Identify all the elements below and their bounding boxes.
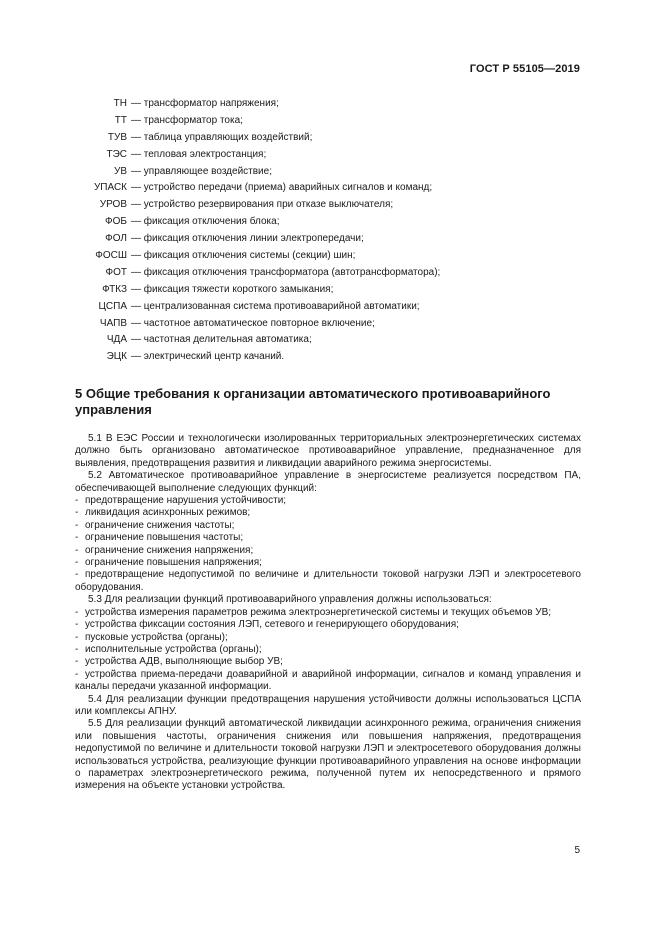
abbreviation-definition: — частотное автоматическое повторное включение; xyxy=(131,317,375,329)
abbreviation-definition-text: трансформатор напряжения; xyxy=(143,98,279,109)
paragraph-5-3: 5.3 Для реализации функций противоаварийного управления должны использоваться: xyxy=(88,594,492,606)
abbreviation-definition: — фиксация отключения блока; xyxy=(131,216,280,228)
abbreviation-definition-text: устройство передачи (приема) аварийных сигналов и команд; xyxy=(143,182,433,194)
abbreviation-definition: — трансформатор тока; xyxy=(131,114,243,126)
abbreviation-definition: — фиксация отключения трансформатора (автотрансформатора); xyxy=(131,266,441,278)
abbreviation-definition-text: частотная делительная автоматика; xyxy=(143,334,312,346)
list-item-text: предотвращение нарушения устойчивости; xyxy=(85,495,287,507)
list-item xyxy=(75,495,581,507)
list-item xyxy=(75,532,581,544)
abbreviation-list xyxy=(0,96,661,366)
list-item-text: устройства АДВ, выполняющие выбор УВ; xyxy=(85,656,283,668)
abbreviation-definition-text: централизованная система противоаварийной автоматики; xyxy=(143,300,420,312)
list-dash: - xyxy=(75,544,79,556)
list-dash: - xyxy=(75,532,79,544)
abbreviation-definition: — устройство передачи (приема) аварийных сигналов и команд; xyxy=(131,182,433,194)
document-code: ГОСТ Р 55105—2019 xyxy=(469,63,580,75)
abbreviation-definition-text: таблица управляющих воздействий; xyxy=(143,131,313,143)
list-item xyxy=(75,545,581,557)
abbreviation-term: УВ xyxy=(113,165,127,177)
paragraph-5-4: 5.4 Для реализации функции предотвращения нарушения устойчивости должны использоваться ЦСПА или комплексы АПНУ. xyxy=(75,693,581,717)
abbreviation-definition: — частотная делительная автоматика; xyxy=(131,334,312,346)
abbreviation-row xyxy=(0,164,661,181)
abbreviation-term: ТУВ xyxy=(107,131,127,143)
abbreviation-definition: — централизованная система противоаварийной автоматики; xyxy=(131,300,420,312)
list-item xyxy=(75,607,581,619)
list-item-text: исполнительные устройства (органы); xyxy=(85,643,262,655)
list-dash: - xyxy=(75,668,79,680)
list-dash: - xyxy=(75,519,79,531)
list-item-text: ограничение снижения частоты; xyxy=(85,519,235,531)
abbreviation-row xyxy=(0,231,661,248)
list-item xyxy=(75,507,581,519)
abbreviation-definition: — фиксация отключения системы (секции) шин; xyxy=(131,250,356,262)
abbreviation-term: ЧАПВ xyxy=(99,317,127,329)
paragraph-5-1: 5.1 В ЕЭС России и технологически изолированных территориальных электроэнергетических системах должно быть организовано автоматическое противоаварийное управление, предназначенное для выявления, предотвращения развития и ликвидации аварийного режима энергосистемы. xyxy=(75,433,581,469)
abbreviation-row xyxy=(0,197,661,214)
paragraph-5-2-list xyxy=(75,495,581,594)
section-title: 5 Общие требования к организации автоматического противоаварийного управления xyxy=(75,386,551,417)
list-dash: - xyxy=(75,619,79,631)
list-item-text: ликвидация асинхронных режимов; xyxy=(85,507,251,519)
abbreviation-term: ФТКЗ xyxy=(102,283,127,295)
list-item xyxy=(75,619,581,631)
list-item xyxy=(75,520,581,532)
abbreviation-term: ФОСШ xyxy=(95,250,127,262)
abbreviation-definition: — трансформатор напряжения; xyxy=(131,98,279,109)
abbreviation-term: УРОВ xyxy=(99,199,127,211)
page-number: 5 xyxy=(574,845,580,856)
abbreviation-term: ТЭС xyxy=(106,148,127,160)
list-item-text: устройства приема-передачи доаварийной и аварийной информации, сигналов и команд управления и каналы передачи указанной информации. xyxy=(75,668,581,693)
list-item xyxy=(75,656,581,668)
abbreviation-definition-text: частотное автоматическое повторное включение; xyxy=(143,317,375,329)
list-dash: - xyxy=(75,507,79,519)
list-item-text: предотвращение недопустимой по величине и длительности токовой нагрузки ЛЭП и электросетевого оборудования. xyxy=(75,569,581,593)
list-item-text: пусковые устройства (органы); xyxy=(85,631,228,643)
list-item-text: ограничение повышения напряжения; xyxy=(85,557,262,569)
abbreviation-definition-text: фиксация отключения блока; xyxy=(143,216,280,228)
abbreviation-definition-text: тепловая электростанция; xyxy=(143,148,267,160)
list-dash: - xyxy=(75,569,79,581)
abbreviation-term: ТН xyxy=(113,98,127,109)
abbreviation-definition-text: фиксация отключения линии электропередачи; xyxy=(143,233,364,245)
abbreviation-definition: — фиксация тяжести короткого замыкания; xyxy=(131,283,334,295)
abbreviation-definition: — устройство резервирования при отказе выключателя; xyxy=(131,199,394,211)
list-item xyxy=(75,569,581,594)
abbreviation-row xyxy=(0,332,661,349)
abbreviation-term: ЭЦК xyxy=(106,351,127,363)
abbreviation-definition-text: фиксация отключения трансформатора (автотрансформатора); xyxy=(143,266,441,278)
list-item-text: устройства фиксации состояния ЛЭП, сетевого и генерирующего оборудования; xyxy=(85,619,459,631)
abbreviation-term: ФОТ xyxy=(105,266,127,278)
abbreviation-definition-text: фиксация отключения системы (секции) шин; xyxy=(143,250,356,262)
list-item xyxy=(75,557,581,569)
list-dash: - xyxy=(75,631,79,643)
abbreviation-row xyxy=(0,299,661,316)
list-dash: - xyxy=(75,495,79,507)
paragraph-5-2: 5.2 Автоматическое противоаварийное управление в энергосистеме реализуется посредством ПА, обеспечивающей выполнение следующих функций: xyxy=(75,470,581,494)
abbreviation-row xyxy=(0,147,661,164)
abbreviation-row xyxy=(0,113,661,130)
abbreviation-term: УПАСК xyxy=(93,182,127,194)
list-item xyxy=(75,669,581,694)
abbreviation-row xyxy=(0,282,661,299)
list-item-text: ограничение повышения частоты; xyxy=(85,532,244,544)
abbreviation-row xyxy=(0,316,661,333)
abbreviation-definition-text: электрический центр качаний. xyxy=(143,351,285,363)
abbreviation-row xyxy=(0,265,661,282)
abbreviation-row xyxy=(0,214,661,231)
list-item-text: устройства измерения параметров режима электроэнергетической системы и текущих объемов УВ; xyxy=(85,606,552,618)
list-item xyxy=(75,632,581,644)
abbreviation-row xyxy=(0,349,661,366)
abbreviation-term: ФОБ xyxy=(105,216,127,228)
abbreviation-row xyxy=(0,248,661,265)
abbreviation-definition: — электрический центр качаний. xyxy=(131,351,285,363)
paragraph-5-5: 5.5 Для реализации функций автоматической ликвидации асинхронного режима, ограничения снижения или повышения частоты, ограничения снижения или повышения напряжения, предотвращения недопустимой по величине и длительности токовой нагрузки ЛЭП и электросетевого оборудования должны использоваться устройства, реализующие функции противоаварийного управления на основе информации о параметрах электроэнергетического режима, полученной путем их непосредственного и прямого измерения на объекте установки устройства. xyxy=(75,718,581,792)
abbreviation-definition: — таблица управляющих воздействий; xyxy=(131,131,313,143)
section-body xyxy=(75,433,581,793)
abbreviation-term: ТТ xyxy=(114,114,127,126)
paragraph-5-3-list xyxy=(75,607,581,694)
abbreviation-definition: — тепловая электростанция; xyxy=(131,148,267,160)
list-dash: - xyxy=(75,643,79,655)
abbreviation-row xyxy=(0,96,661,113)
abbreviation-definition-text: трансформатор тока; xyxy=(143,114,243,126)
abbreviation-row xyxy=(0,130,661,147)
list-dash: - xyxy=(75,606,79,618)
abbreviation-row xyxy=(0,180,661,197)
abbreviation-definition-text: устройство резервирования при отказе выключателя; xyxy=(143,199,394,211)
abbreviation-term: ЦСПА xyxy=(98,300,127,312)
abbreviation-definition: — фиксация отключения линии электропередачи; xyxy=(131,233,364,245)
abbreviation-definition-text: управляющее воздействие; xyxy=(143,165,272,177)
list-item xyxy=(75,644,581,656)
abbreviation-definition-text: фиксация тяжести короткого замыкания; xyxy=(143,283,334,295)
list-item-text: ограничение снижения напряжения; xyxy=(85,544,254,556)
abbreviation-term: ЧДА xyxy=(106,334,127,346)
list-dash: - xyxy=(75,557,79,569)
list-dash: - xyxy=(75,656,79,668)
abbreviation-definition: — управляющее воздействие; xyxy=(131,165,272,177)
abbreviation-term: ФОЛ xyxy=(105,233,127,245)
